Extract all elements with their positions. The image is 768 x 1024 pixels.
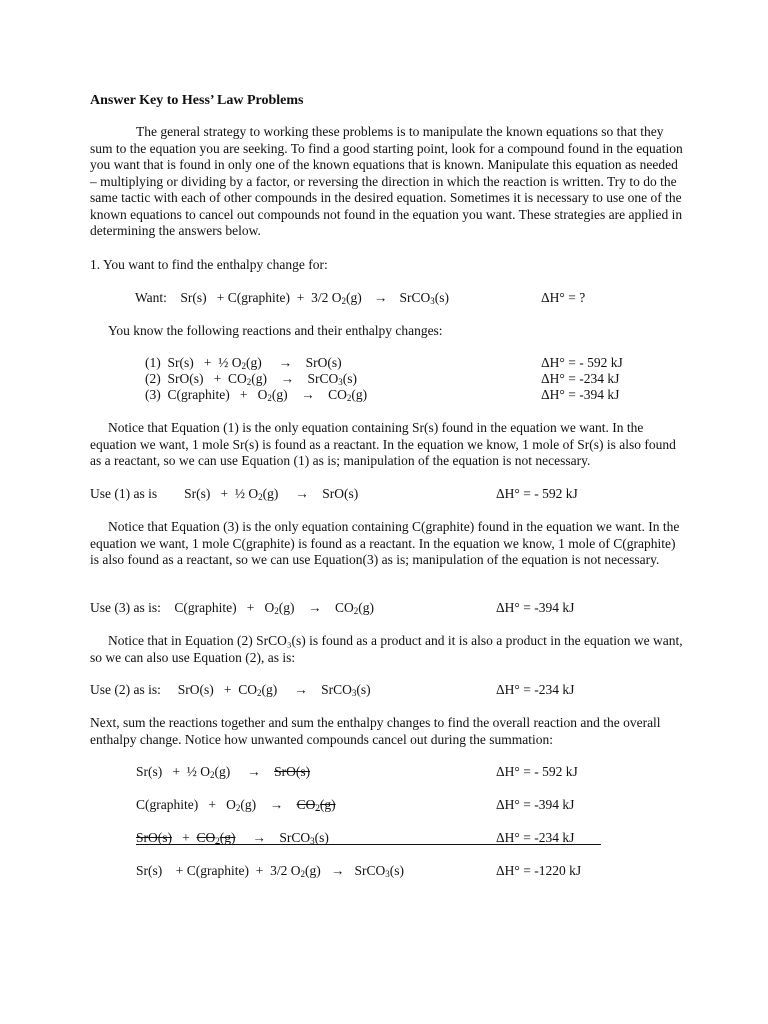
known-enthalpy-2: ΔH° = -234 kJ [541, 371, 620, 386]
sum-divider-line [136, 844, 601, 845]
use-enthalpy-3: ΔH° = -394 kJ [496, 600, 575, 615]
known-equation-3: (3) C(graphite) + $O_2(g)$ → $CO_2(g)$ [145, 387, 368, 403]
use-enthalpy-1: ΔH° = - 592 kJ [496, 486, 578, 501]
right-arrow-icon: → [295, 486, 309, 501]
use-equation-3: Use (3) as is: C(graphite) + $O_2(g)$ → $CO_2(g)$ [90, 600, 374, 616]
use-enthalpy-2: ΔH° = -234 kJ [496, 682, 575, 697]
sum-overall-equation: Sr(s) + C(graphite) + 3/2 $O_2(g)$ → SrCO$_3$(s) [136, 863, 404, 879]
sum-enthalpy-1: ΔH° = - 592 kJ [496, 764, 578, 779]
intro-text: The general strategy to working these problems is to manipulate the known equations so that they sum to the equation you are seeking. To find a good starting point, look for a compound found in the equation you want that is found in only one of the known equations that is known. Manipulate this equation as needed – multiplying or dividing by a factor, or reversing the direction in which the reaction is written. Try to do the same tactic with each of other compounds in the desired equation. Sometimes it is necessary to use one of the known equations to cancel out compounds not found in the equation you want. These strategies are applied in determining the answers below. [90, 124, 683, 238]
page-title: Answer Key to Hess’ Law Problems [90, 93, 304, 108]
known-enthalpy-3: ΔH° = -394 kJ [541, 387, 620, 402]
question-1-prompt: 1. You want to find the enthalpy change for: [90, 257, 328, 272]
note-equation-3: Notice that Equation (3) is the only equation containing C(graphite) found in the equation we want. In the equation we want, 1 mole C(graphite) is found as a reactant. In the equation we know, 1 mole of C(graphite) is also found as a reactant, so we can use Equation(3) as is; manipulation of the equation is not necessary. [90, 519, 680, 567]
right-arrow-icon: → [294, 682, 308, 697]
cancelled-sro-reactant: SrO(s) [136, 830, 172, 845]
sum-intro: Next, sum the reactions together and sum the enthalpy changes to find the overall reaction and the overall enthalpy change. Notice how unwanted compounds cancel out during the summation: [90, 715, 661, 747]
right-arrow-icon: → [269, 797, 284, 812]
right-arrow-icon: → [252, 830, 266, 845]
right-arrow-icon: → [330, 863, 345, 878]
sum-overall-enthalpy: ΔH° = -1220 kJ [496, 863, 582, 878]
known-equation-2: (2) $SrO(s) + CO_2(g)$ → SrCO$_3$(s) [145, 371, 358, 387]
note-equation-1: Notice that Equation (1) is the only equation containing Sr(s) found in the equation we want. In the equation we want, 1 mole Sr(s) is found as a reactant. In the equation we know, 1 mole of Sr(s) is also found as a reactant, so we can use Equation (1) as is; manipulation of the equation is not necessary. [90, 420, 676, 468]
sum-equation-1: Sr(s) + ½ $O_2(g)$ → SrO(s) [136, 764, 311, 780]
cancelled-co2-reactant: $CO_2(g)$ [196, 830, 236, 846]
use-equation-1: Use (1) as is Sr(s) + ½ $O_2(g)$ → SrO(s) [90, 486, 359, 502]
right-arrow-icon: → [247, 764, 261, 779]
know-intro: You know the following reactions and their enthalpy changes: [108, 323, 443, 338]
want-equation: Want: Sr(s) + C(graphite) + 3/2 $O_2(g)$ → SrCO$_3$(s) [135, 290, 449, 306]
right-arrow-icon: → [278, 355, 293, 370]
cancelled-co2: $CO_2(g)$ [296, 797, 336, 813]
known-equation-1: (1) Sr(s) + ½ $O_2(g)$ → SrO(s) [145, 355, 342, 371]
intro-paragraph [90, 124, 684, 240]
right-arrow-icon: → [307, 600, 322, 615]
sum-enthalpy-3: ΔH° = -234 kJ [496, 830, 575, 845]
right-arrow-icon: → [301, 387, 315, 402]
known-enthalpy-1: ΔH° = - 592 kJ [541, 355, 623, 370]
sum-equation-2: C(graphite) + $O_2(g)$ → $CO_2(g)$ [136, 797, 336, 813]
sum-enthalpy-2: ΔH° = -394 kJ [496, 797, 575, 812]
want-enthalpy: ΔH° = ? [541, 290, 586, 305]
want-label: Want: [135, 290, 167, 305]
sum-equation-3: $SrO(s) + CO_2(g)$ → SrCO$_3$(s) [136, 830, 329, 846]
right-arrow-icon: → [373, 290, 388, 305]
right-arrow-icon: → [280, 371, 294, 386]
note-equation-2: Notice that in Equation (2) SrCO₃(s) is found as a product and it is also a product in the equation we want, so we can also use Equation (2), as is: [90, 633, 683, 665]
use-equation-2: Use (2) as is: $SrO(s) + CO_2(g)$ → SrCO$_3$(s) [90, 682, 371, 698]
cancelled-sro: SrO(s) [274, 764, 311, 779]
